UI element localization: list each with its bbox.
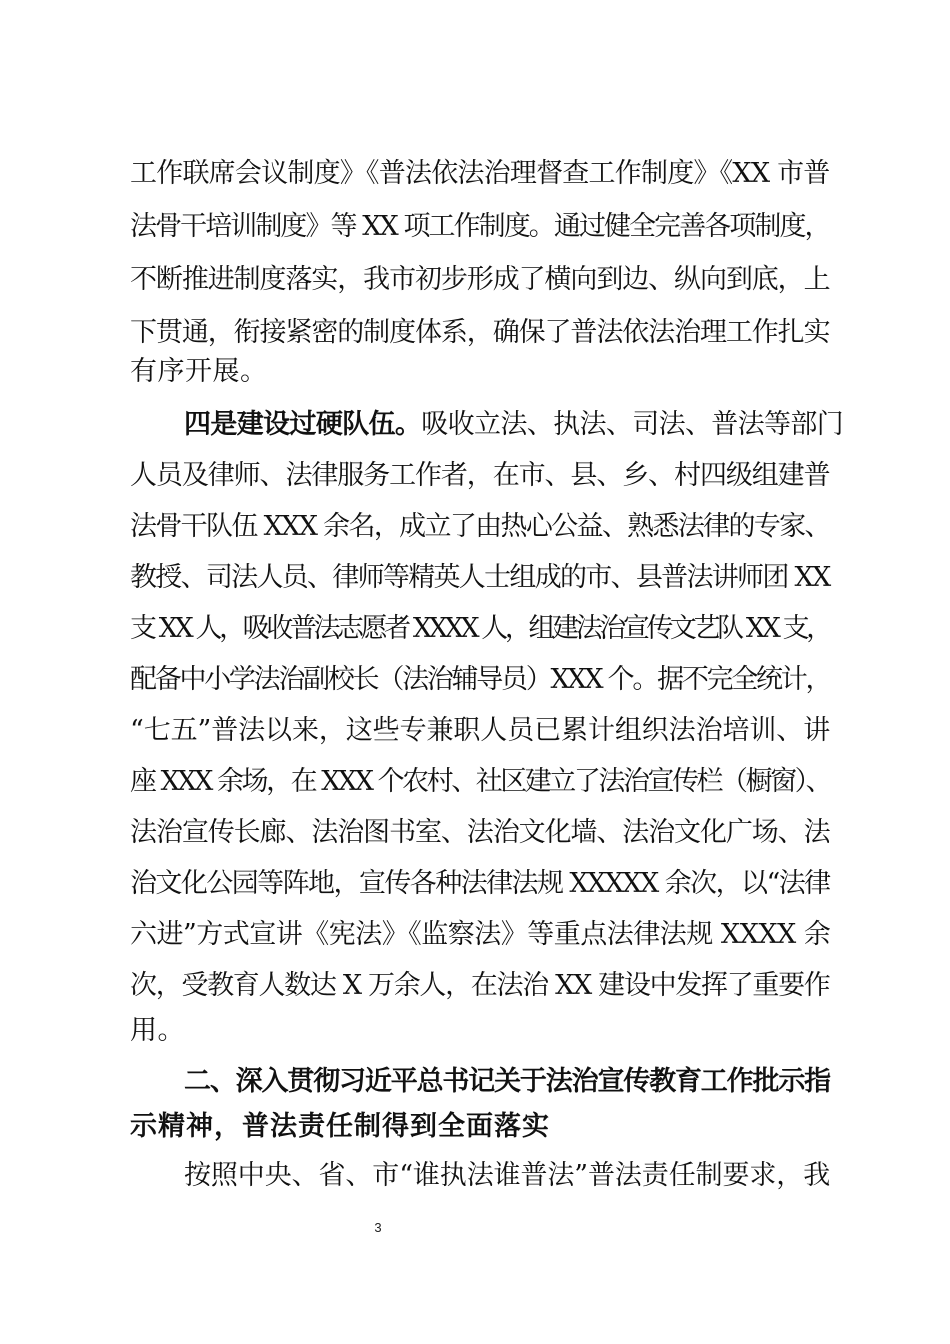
text-line (184, 409, 843, 441)
text-line: 六进”方式宣讲《宪法》《监察法》等重点法律法规 XXXX 余 (130, 919, 831, 950)
text-line: 法骨干队伍 XXX 余名，成立了由热心公益、熟悉法律的专家、 (130, 511, 830, 542)
text-line: 人员及律师、法律服务工作者，在市、县、乡、村四级组建普 (130, 460, 830, 491)
paragraph-lead: 四是建设过硬队伍。 (184, 409, 422, 440)
text-line: 教授、司法人员、律师等精英人士组成的市、县普法讲师团 XX (130, 562, 830, 593)
text-line: 法骨干培训制度》等 XX 项工作制度。通过健全完善各项制度， (130, 211, 830, 242)
text-line: 法治宣传长廊、法治图书室、法治文化墙、法治文化广场、法 (130, 817, 830, 848)
text-line: 治文化公园等阵地，宣传各种法律法规 XXXXX 余次，以“法律 (130, 868, 830, 899)
text-line: 支 XX 人，吸收普法志愿者 XXXX 人，组建法治宣传文艺队 XX 支， (130, 613, 830, 644)
text-line: 有序开展。 (130, 356, 268, 387)
text-line: 用。 (130, 1015, 185, 1046)
text-line: 次，受教育人数达 X 万余人，在法治 XX 建设中发挥了重要作 (130, 970, 830, 1001)
text-line: 座 XXX 余场，在 XXX 个农村、社区建立了法治宣传栏（橱窗）、 (130, 766, 831, 797)
paragraph-lead-rest: 吸收立法、执法、司法、普法等部门 (421, 409, 844, 440)
page-number: 3 (374, 1220, 382, 1235)
text-line: 工作联席会议制度》《普法依法治理督查工作制度》《XX 市普 (130, 158, 830, 189)
text-line: 下贯通，衔接紧密的制度体系，确保了普法依法治理工作扎实 (130, 317, 830, 348)
text-line: 配备中小学法治副校长（法治辅导员）XXX 个。据不完全统计， (130, 664, 831, 695)
heading-line: 示精神，普法责任制得到全面落实 (130, 1111, 550, 1142)
text-line: 按照中央、省、市“谁执法谁普法”普法责任制要求，我 (184, 1160, 831, 1191)
text-line: “七五”普法以来，这些专兼职人员已累计组织法治培训、讲 (130, 715, 831, 746)
heading-line: 二、深入贯彻习近平总书记关于法治宣传教育工作批示指 (184, 1066, 830, 1097)
text-line: 不断推进制度落实，我市初步形成了横向到边、纵向到底，上 (130, 264, 830, 295)
